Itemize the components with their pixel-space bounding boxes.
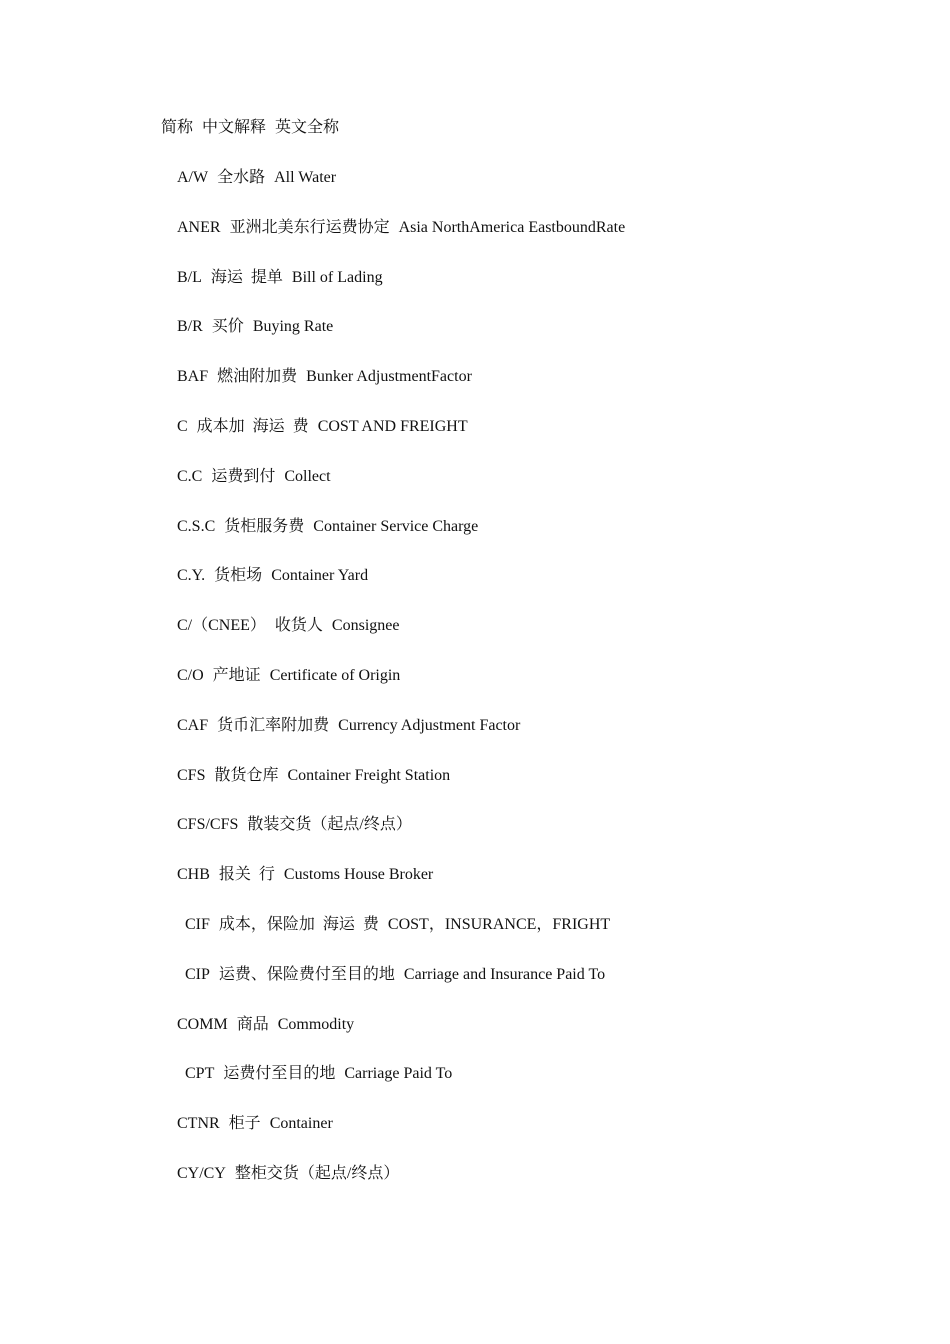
entry-abbr: CFS: [177, 766, 206, 784]
entry-cn: 货币汇率附加费: [217, 716, 330, 734]
entry-cn: 燃油附加费: [217, 368, 298, 386]
entry-en: Buying Rate: [252, 318, 334, 336]
entry-cn: 产地证: [212, 666, 261, 684]
list-item: [177, 1062, 897, 1112]
entry-abbr: A/W: [177, 169, 209, 186]
entry-abbr: C/（CNEE）: [177, 617, 266, 635]
table-header: [161, 116, 339, 140]
list-item: [177, 813, 897, 863]
entry-en: Carriage Paid To: [344, 1065, 453, 1083]
list-item: [177, 415, 897, 465]
entry-abbr: C/O: [177, 666, 204, 684]
entry-abbr: CHB: [177, 866, 210, 884]
entry-cn: 成本加 海运 费: [196, 417, 309, 435]
list-item: [177, 963, 897, 1013]
entry-abbr: CAF: [177, 716, 209, 734]
entry-en: Collect: [284, 467, 331, 485]
entry-cn: 全水路: [217, 169, 266, 186]
entry-en: Customs House Broker: [283, 866, 434, 884]
entry-abbr: CY/CY: [177, 1164, 226, 1182]
entry-cn: 柜子: [228, 1115, 261, 1133]
entry-abbr: CTNR: [177, 1115, 220, 1133]
entry-cn: 货柜场: [214, 567, 263, 585]
entry-en: Currency Adjustment Factor: [338, 716, 521, 734]
entry-en: All Water: [274, 169, 337, 186]
list-item: [177, 515, 897, 565]
list-item: [177, 863, 897, 913]
entry-abbr: BAF: [177, 368, 209, 386]
entry-cn: 海运 提单: [210, 268, 283, 286]
entry-abbr: B/R: [177, 318, 203, 336]
list-item: [177, 913, 897, 963]
list-item: [177, 614, 897, 664]
list-item: [177, 166, 897, 216]
entry-abbr: C.C: [177, 467, 203, 485]
entry-en: Carriage and Insurance Paid To: [403, 965, 606, 983]
entry-abbr: C.Y.: [177, 567, 206, 585]
entry-cn: 收货人: [274, 617, 323, 635]
entry-abbr: COMM: [177, 1015, 228, 1033]
list-item: [177, 664, 897, 714]
entry-abbr: B/L: [177, 268, 202, 286]
entry-cn: 运费到付: [211, 467, 276, 485]
list-item: [177, 1013, 897, 1063]
entry-cn: 买价: [211, 318, 244, 336]
entry-en: Container Freight Station: [287, 766, 451, 784]
entry-en: Container Service Charge: [313, 517, 479, 535]
entry-en: Consignee: [331, 617, 400, 635]
entry-abbr: ANER: [177, 218, 221, 236]
list-item: [177, 564, 897, 614]
entry-cn: 运费、保险费付至目的地: [218, 965, 395, 983]
entry-cn: 散货仓库: [214, 766, 279, 784]
entry-cn: 运费付至目的地: [223, 1065, 336, 1083]
entry-abbr: C: [177, 417, 188, 435]
list-item: [177, 1162, 897, 1212]
list-item: [177, 714, 897, 764]
header-english-full-name: 英文全称: [275, 119, 340, 136]
entry-en: Container: [269, 1115, 333, 1133]
entry-abbr: CPT: [185, 1065, 215, 1083]
list-item: [177, 315, 897, 365]
entry-en: COST，INSURANCE，FRIGHT: [387, 915, 611, 933]
list-item: [177, 1112, 897, 1162]
entry-en: Certificate of Origin: [269, 666, 401, 684]
entry-cn: 散装交货（起点/终点）: [247, 816, 412, 834]
entry-en: Container Yard: [271, 567, 369, 585]
entry-abbr: C.S.C: [177, 517, 216, 535]
list-item: [177, 365, 897, 415]
list-item: [177, 216, 897, 266]
header-abbreviation: 简称: [161, 119, 194, 136]
entry-en: Asia NorthAmerica EastboundRate: [398, 218, 626, 236]
entry-abbr: CFS/CFS: [177, 816, 239, 834]
entry-en: Commodity: [277, 1015, 355, 1033]
header-chinese-explanation: 中文解释: [202, 119, 267, 136]
entry-cn: 报关 行: [218, 866, 275, 884]
list-item: [177, 465, 897, 515]
glossary-list: [177, 166, 897, 1212]
entry-en: COST AND FREIGHT: [317, 417, 468, 435]
entry-abbr: CIF: [185, 915, 210, 933]
entry-en: Bill of Lading: [291, 268, 383, 286]
entry-cn: 成本，保险加 海运 费: [218, 915, 379, 933]
entry-abbr: CIP: [185, 965, 210, 983]
entry-cn: 整柜交货（起点/终点）: [234, 1164, 400, 1182]
list-item: [177, 764, 897, 814]
list-item: [177, 266, 897, 316]
entry-cn: 货柜服务费: [224, 517, 305, 535]
entry-en: Bunker AdjustmentFactor: [306, 368, 472, 386]
entry-cn: 商品: [236, 1015, 269, 1033]
entry-cn: 亚洲北美东行运费协定: [229, 218, 390, 236]
